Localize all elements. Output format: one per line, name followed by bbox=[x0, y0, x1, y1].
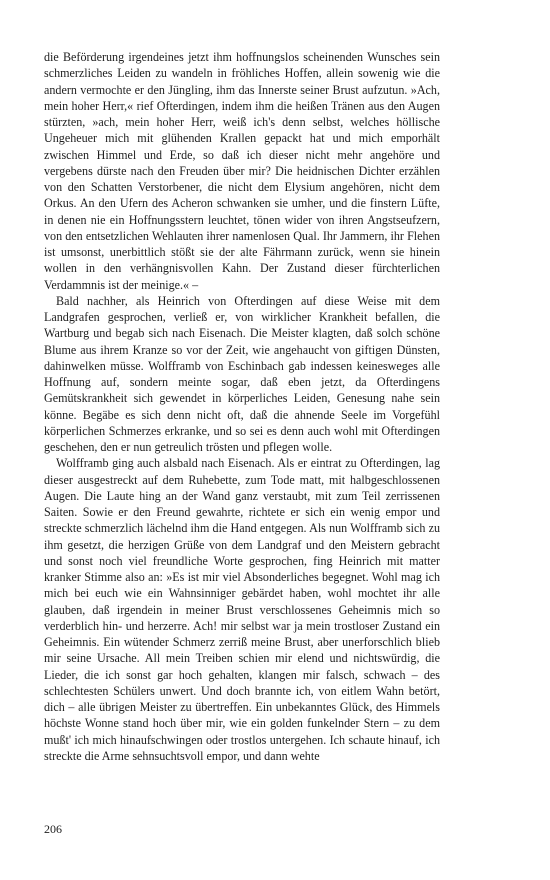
paragraph-3: Wolfframb ging auch alsbald nach Eisenach. Als er eintrat zu Ofterdingen, lag dieser ausgestreckt auf dem Ruhebette, zum Tode matt, mit halbgeschlossenen Augen. Die Laute hing an der Wand ganz verstaubt, mit zum Teil zerrissenen Saiten. Sowie er den Freund gewahrte, richtete er sich ein wenig empor und streckte schmerzlich lächelnd ihm die Hand entgegen. Als nun Wolfframb sich zu ihm gesetzt, die herzigen Grüße von dem Landgraf und den Meistern gebracht und sonst noch viel freundliche Worte gesprochen, fing Heinrich mit matter kranker Stimme also an: »Es ist mir viel Absonderliches begegnet. Wohl mag ich mich bei euch wie ein Wahnsinniger gebärdet haben, wohl mochtet ihr alle glauben, daß irgendein in meiner Brust verschlossenes Geheimnis mich so verderblich hin- und herzerre. Ach! mir selbst war ja mein trostloser Zustand ein Geheimnis. Ein wütender Schmerz zerriß meine Brust, aber unerforschlich blieb mir seine Ursache. All mein Treiben schien mir elend und nichtswürdig, die Lieder, die ich sonst gar hoch gehalten, klangen mir falsch, schwach – des schlechtesten Schülers unwert. Und doch brannte ich, von eitlem Wahn betört, dich – alle übrigen Meister zu übertreffen. Ein unbekanntes Glück, des Himmels höchste Wonne stand hoch über mir, wie ein golden funkelnder Stern – zu dem mußt' ich mich hinaufschwingen oder trostlos untergehen. Ich schaute hinauf, ich streckte die Arme sehnsuchtsvoll empor, und dann wehte bbox=[44, 456, 440, 763]
body-text bbox=[44, 49, 440, 764]
page-number: 206 bbox=[44, 822, 62, 836]
paragraph-2: Bald nachher, als Heinrich von Ofterdingen auf diese Weise mit dem Landgrafen gesprochen, verließ er, von wirklicher Krankheit befallen, die Wartburg und begab sich nach Eisenach. Die Meister klagten, daß solch schöne Blume aus ihrem Kranze so vor der Zeit, wie angehaucht von giftigen Dünsten, dahinwelken müsse. Wolfframb von Eschinbach gab indessen keinesweges alle Hoffnung auf, sondern meinte sogar, daß eben jetzt, da Ofterdingens Gemütskrankheit sich gewendet in körperliches Leiden, Genesung nahe sein könne. Begäbe es sich denn nicht oft, daß die ahnende Seele im Vorgefühl körperlichen Schmerzes erkranke, und so sei es denn auch wohl mit Ofterdingen geschehen, den er nun getreulich trösten und pflegen wolle. bbox=[44, 293, 440, 454]
paragraph-1: die Beförderung irgendeines jetzt ihm hoffnungslos scheinenden Wunsches sein schmerzliches Leiden zu wandeln in fröhliches Hoffen, allein sowenig wie die andern vermochte er den Jüngling, ihm das Innerste seiner Brust aufzutun. »Ach, mein hoher Herr,« rief Ofterdingen, indem ihm die heißen Tränen aus den Augen stürzten, »ach, mein hoher Herr, weiß ich's denn selbst, welches höllische Ungeheuer mich mit glühenden Krallen gepackt hat und mich emporhält zwischen Himmel und Erde, so daß ich dieser nicht mehr angehöre und vergebens dürste nach den Freuden über mir? Die heidnischen Dichter erzählen von den Schatten Verstorbener, die nicht dem Elysium angehören, nicht dem Orkus. An den Ufern des Acheron schwanken sie umher, und die finstern Lüfte, in denen nie ein Hoffnungsstern leuchtet, tönen wider von ihren Angstseufzern, von den entsetzlichen Wehlauten ihrer namenlosen Qual. Ihr Jammern, ihr Flehen ist umsonst, unerbittlich stößt sie der alte Fährmann zurück, wenn sie hinein wollen in den verhängnisvollen Kahn. Der Zustand dieser fürchterlichen Verdammnis ist der meinige.« – bbox=[44, 50, 440, 292]
